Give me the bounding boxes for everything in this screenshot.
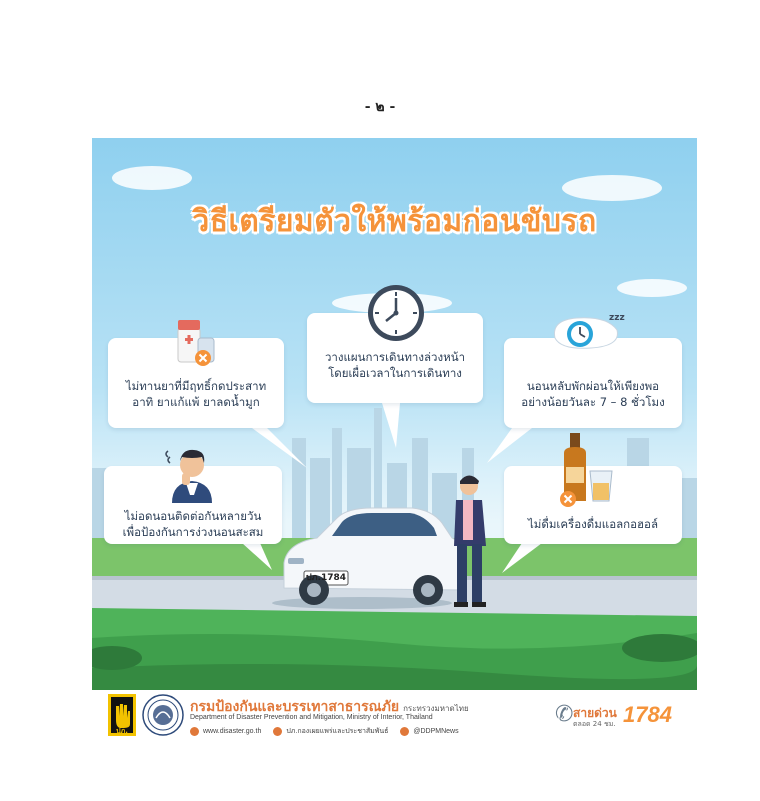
globe-icon (190, 727, 199, 736)
footer (92, 690, 697, 745)
tired-man-icon (164, 443, 220, 503)
tip-text: ไม่อดนอนติดต่อกันหลายวัน (124, 509, 262, 523)
hotline-number[interactable]: 1784 (623, 702, 672, 727)
website-text: www.disaster.go.th (203, 728, 262, 735)
clock-icon (366, 283, 426, 343)
tip-text: นอนหลับพักผ่อนให้เพียงพอ (526, 379, 660, 393)
twitter-link[interactable] (400, 727, 458, 736)
logo-caption: ปภ. (116, 727, 128, 735)
infographic-poster (92, 138, 697, 690)
hotline (555, 702, 685, 732)
phone-icon: ✆ (555, 702, 574, 727)
facebook-link[interactable] (273, 726, 388, 737)
tip-text: เพื่อป้องกันการง่วงนอนสะสม (122, 525, 264, 539)
sleep-zzz-text: zzz (609, 313, 625, 323)
page-number: - ๒ - (364, 99, 396, 115)
hotline-subtitle: ตลอด 24 ชม. (573, 720, 616, 728)
medicine-bottle-icon (172, 316, 222, 376)
tip-text: วางแผนการเดินทางล่วงหน้า (324, 350, 466, 364)
hotline-label: สายด่วน (573, 706, 617, 720)
twitter-text: @DDPMNews (413, 728, 459, 735)
department-english-name: Department of Disaster Prevention and Mitigation, Ministry of Interior, Thailand (190, 714, 433, 721)
department-name: กรมป้องกันและบรรเทาสาธารณภัย (190, 699, 400, 715)
website-link[interactable] (190, 727, 261, 736)
ministry-seal-icon (142, 694, 184, 736)
alcohol-bottle-icon (554, 433, 624, 508)
tip-text: อย่างน้อยวันละ 7 – 8 ชั่วโมง (521, 395, 665, 409)
poster-title: วิธีเตรียมตัวให้พร้อมก่อนขับรถ (192, 204, 597, 239)
license-plate: ปภ.1784 (305, 573, 347, 583)
tip-text: ไม่ทานยาที่มีฤทธิ์กดประสาท (125, 379, 267, 393)
social-links (190, 726, 469, 738)
facebook-text: ปภ.กองเผยแพร่และประชาสัมพันธ์ (286, 728, 389, 735)
facebook-icon (273, 727, 282, 736)
sleep-pillow-clock-icon (547, 310, 632, 355)
tip-text: อาทิ ยาแก้แพ้ ยาลดน้ำมูก (132, 395, 260, 409)
ministry-name: กระทรวงมหาดไทย (403, 704, 469, 713)
tip-text: ไม่ดื่มเครื่องดื่มแอลกอฮอล์ (528, 517, 658, 531)
tip-text: โดยเผื่อเวลาในการเดินทาง (328, 366, 462, 380)
twitter-icon (400, 727, 409, 736)
